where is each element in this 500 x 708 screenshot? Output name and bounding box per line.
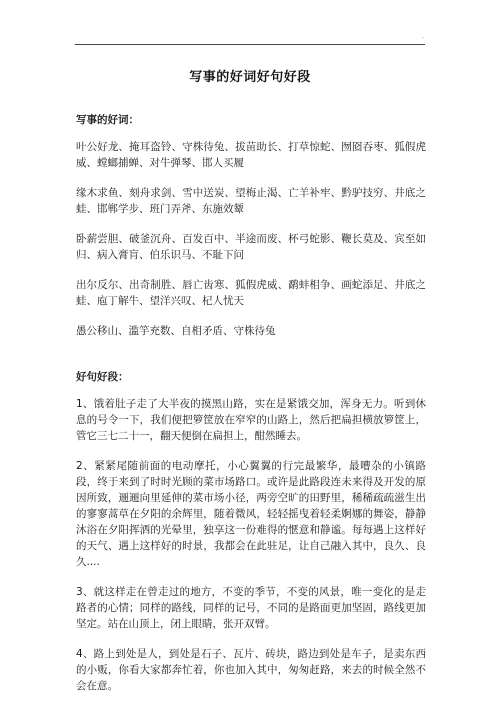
sentence-paragraph: 1、饿着肚子走了大半夜的摸黑山路，实在是紧饿交加，浑身无力。听到休息的号令一下，我们便把箩筐放在窄窄的山路上，然后把扁担横放箩筐上，管它三七二十一，翻天便倒在扁担上，酣然睡去。: [76, 398, 426, 442]
sentence-paragraph: 4、路上到处是人，到处是石子、瓦片、砖块，路边到处是车子，是卖东西的小贩，你看大家都奔忙着，你也加入其中，匆匆赶路，来去的时候全然不会在意。: [76, 648, 426, 692]
sentence-paragraph: 3、就这样走在曾走过的地方，不变的季节，不变的风景，唯一变化的是走路者的心情；同样的路线，同样的记号，不同的是路面更加坚固，路线更加坚定。站在山顶上，闭上眼睛，张开双臂。: [76, 586, 426, 630]
section-heading-sentences: 好句好段：: [76, 371, 129, 383]
header-rule: [75, 44, 425, 45]
word-list-paragraph: 缘木求鱼、刻舟求剑、雪中送炭、望梅止渴、亡羊补牢、黔驴技穷、井底之蛙、邯郸学步、班门弄斧、东施效颦: [76, 187, 426, 215]
section-heading-words: 写事的好词：: [76, 114, 139, 126]
word-list-paragraph: 愚公移山、滥竽充数、自相矛盾、守株待兔: [76, 325, 276, 337]
header-mark: .: [422, 33, 424, 40]
word-list-paragraph: 叶公好龙、掩耳盗铃、守株待兔、拔苗助长、打草惊蛇、囫囵吞枣、狐假虎威、螳螂捕蝉、对牛弹琴、邯人买履: [76, 141, 426, 169]
word-list-paragraph: 出尔反尔、出奇制胜、唇亡齿寒、狐假虎威、鹬蚌相争、画蛇添足、井底之蛙、庖丁解牛、望洋兴叹、杞人忧天: [76, 279, 426, 307]
document-title: 写事的好词好句好段: [189, 70, 311, 85]
document-body: [76, 112, 426, 708]
word-list-paragraph: 卧薪尝胆、破釜沉舟、百发百中、半途而废、杯弓蛇影、鞭长莫及、宾至如归、病入膏肓、伯乐识马、不耻下问: [76, 233, 426, 261]
sentence-paragraph: 2、紧紧尾随前面的电动摩托，小心翼翼的行完最繁华，最嘈杂的小镇路段，终于来到了时时光顾的菜市场路口。或许是此路段连未来得及开发的原因所致，逦逦向里延伸的菜市场小径，两旁空旷的田野里，稀稀疏疏滋生出的寥寥蒿草在夕阳的余辉里，随着微风，轻轻摇曳着轻柔婀娜的舞姿，静静沐浴在夕阳挥洒的光晕里，独享这一份难得的惬意和静谧。每每遇上这样好的天气、遇上这样好的时景，我都会在此驻足，让自己融入其中，良久、良久....: [76, 460, 426, 568]
